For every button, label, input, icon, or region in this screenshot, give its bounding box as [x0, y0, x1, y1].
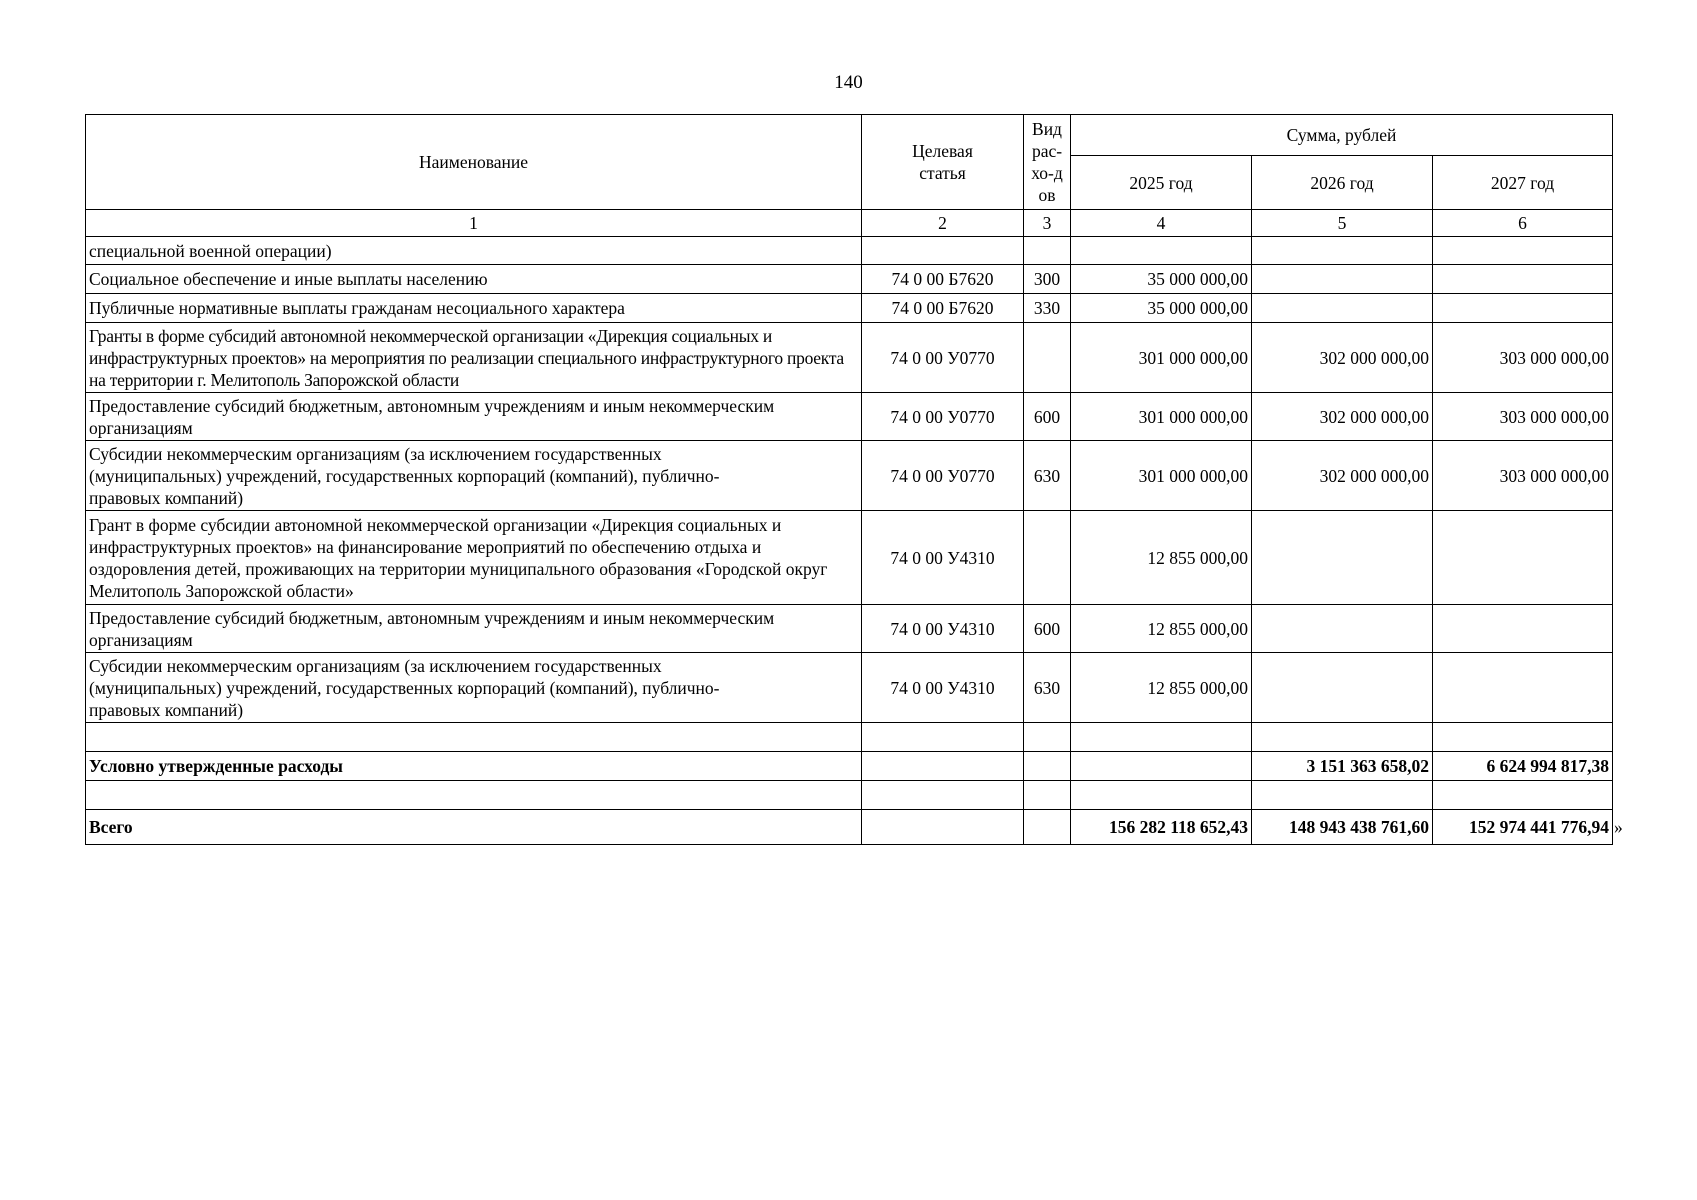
row-type: 630	[1024, 441, 1071, 511]
column-number: 5	[1252, 210, 1433, 237]
column-number: 1	[86, 210, 862, 237]
row-amount-2025: 12 855 000,00	[1071, 653, 1252, 723]
header-target-article: Целевая статья	[862, 115, 1024, 210]
row-type: 600	[1024, 393, 1071, 441]
conditional-amount-2026: 3 151 363 658,02	[1252, 752, 1433, 781]
row-amount-2025: 301 000 000,00	[1071, 323, 1252, 393]
header-expense-type: Вид рас-хо-дов	[1024, 115, 1071, 210]
header-year-2027: 2027 год	[1433, 156, 1613, 210]
empty-row	[86, 723, 1613, 752]
row-amount-2025: 35 000 000,00	[1071, 294, 1252, 323]
row-amount-2027	[1433, 237, 1613, 265]
column-number: 6	[1433, 210, 1613, 237]
conditional-amount-2027: 6 624 994 817,38	[1433, 752, 1613, 781]
row-amount-2025: 12 855 000,00	[1071, 511, 1252, 605]
header-name: Наименование	[86, 115, 862, 210]
row-code	[862, 237, 1024, 265]
row-code: 74 0 00 Б7620	[862, 265, 1024, 294]
conditional-expenses-label: Условно утвержденные расходы	[86, 752, 862, 781]
row-amount-2027	[1433, 605, 1613, 653]
row-code: 74 0 00 У0770	[862, 393, 1024, 441]
row-amount-2026: 302 000 000,00	[1252, 323, 1433, 393]
row-code: 74 0 00 У0770	[862, 441, 1024, 511]
row-code: 74 0 00 У0770	[862, 323, 1024, 393]
row-amount-2027: 303 000 000,00	[1433, 441, 1613, 511]
row-amount-2027: 303 000 000,00	[1433, 393, 1613, 441]
row-amount-2026: 302 000 000,00	[1252, 393, 1433, 441]
empty-row	[86, 781, 1613, 810]
header-sum-title: Сумма, рублей	[1071, 115, 1613, 156]
row-type: 330	[1024, 294, 1071, 323]
closing-quote: »	[1614, 817, 1623, 837]
total-row	[86, 810, 1613, 845]
table-row	[86, 511, 1613, 605]
table-row	[86, 653, 1613, 723]
column-number: 4	[1071, 210, 1252, 237]
row-name: Публичные нормативные выплаты гражданам несоциального характера	[86, 294, 862, 323]
row-type	[1024, 237, 1071, 265]
column-number: 2	[862, 210, 1024, 237]
row-amount-2026	[1252, 605, 1433, 653]
total-amount-2027: 152 974 441 776,94	[1433, 810, 1613, 845]
row-amount-2027	[1433, 511, 1613, 605]
row-type: 630	[1024, 653, 1071, 723]
row-amount-2027	[1433, 653, 1613, 723]
row-amount-2026	[1252, 653, 1433, 723]
row-type	[1024, 323, 1071, 393]
total-amount-2025: 156 282 118 652,43	[1071, 810, 1252, 845]
row-type	[1024, 511, 1071, 605]
row-name: Субсидии некоммерческим организациям (за исключением государственных (муниципальных) учреждений, государственных корпораций (компаний), публично-правовых компаний)	[86, 441, 862, 511]
row-amount-2026	[1252, 265, 1433, 294]
row-name: Предоставление субсидий бюджетным, автономным учреждениям и иным некоммерческим организациям	[86, 393, 862, 441]
row-amount-2025	[1071, 237, 1252, 265]
row-amount-2025: 12 855 000,00	[1071, 605, 1252, 653]
table-row	[86, 294, 1613, 323]
table-row	[86, 393, 1613, 441]
column-number-row	[86, 210, 1613, 237]
row-code: 74 0 00 У4310	[862, 653, 1024, 723]
header-row-top	[86, 115, 1613, 156]
row-code: 74 0 00 Б7620	[862, 294, 1024, 323]
row-name: Предоставление субсидий бюджетным, автономным учреждениям и иным некоммерческим организациям	[86, 605, 862, 653]
row-amount-2027	[1433, 265, 1613, 294]
row-name: специальной военной операции)	[86, 237, 862, 265]
total-label: Всего	[86, 810, 862, 845]
row-amount-2025: 301 000 000,00	[1071, 441, 1252, 511]
row-code: 74 0 00 У4310	[862, 605, 1024, 653]
row-amount-2026: 302 000 000,00	[1252, 441, 1433, 511]
row-amount-2025: 301 000 000,00	[1071, 393, 1252, 441]
column-number: 3	[1024, 210, 1071, 237]
conditional-expenses-row	[86, 752, 1613, 781]
table-row	[86, 323, 1613, 393]
row-name: Социальное обеспечение и иные выплаты населению	[86, 265, 862, 294]
row-name: Грант в форме субсидии автономной некоммерческой организации «Дирекция социальных и инфраструктурных проектов» на финансирование мероприятий по обеспечению отдыха и оздоровления детей, проживающих на территории муниципального образования «Городской округ Мелитополь Запорожской области»	[86, 511, 862, 605]
row-code: 74 0 00 У4310	[862, 511, 1024, 605]
row-amount-2026	[1252, 237, 1433, 265]
row-type: 600	[1024, 605, 1071, 653]
row-amount-2025: 35 000 000,00	[1071, 265, 1252, 294]
header-year-2025: 2025 год	[1071, 156, 1252, 210]
row-name: Субсидии некоммерческим организациям (за исключением государственных (муниципальных) учреждений, государственных корпораций (компаний), публично-правовых компаний)	[86, 653, 862, 723]
header-year-2026: 2026 год	[1252, 156, 1433, 210]
row-amount-2027: 303 000 000,00	[1433, 323, 1613, 393]
table-row	[86, 265, 1613, 294]
row-amount-2026	[1252, 511, 1433, 605]
page-number: 140	[834, 72, 863, 93]
row-type: 300	[1024, 265, 1071, 294]
conditional-amount-2025	[1071, 752, 1252, 781]
total-amount-2026: 148 943 438 761,60	[1252, 810, 1433, 845]
row-amount-2026	[1252, 294, 1433, 323]
row-name: Гранты в форме субсидий автономной некоммерческой организации «Дирекция социальных и инфраструктурных проектов» на мероприятия по реализации специального инфраструктурного проекта на территории г. Мелитополь Запорожской области	[86, 323, 862, 393]
table-row	[86, 605, 1613, 653]
budget-table	[85, 114, 1613, 845]
table-row	[86, 441, 1613, 511]
row-amount-2027	[1433, 294, 1613, 323]
table-row	[86, 237, 1613, 265]
